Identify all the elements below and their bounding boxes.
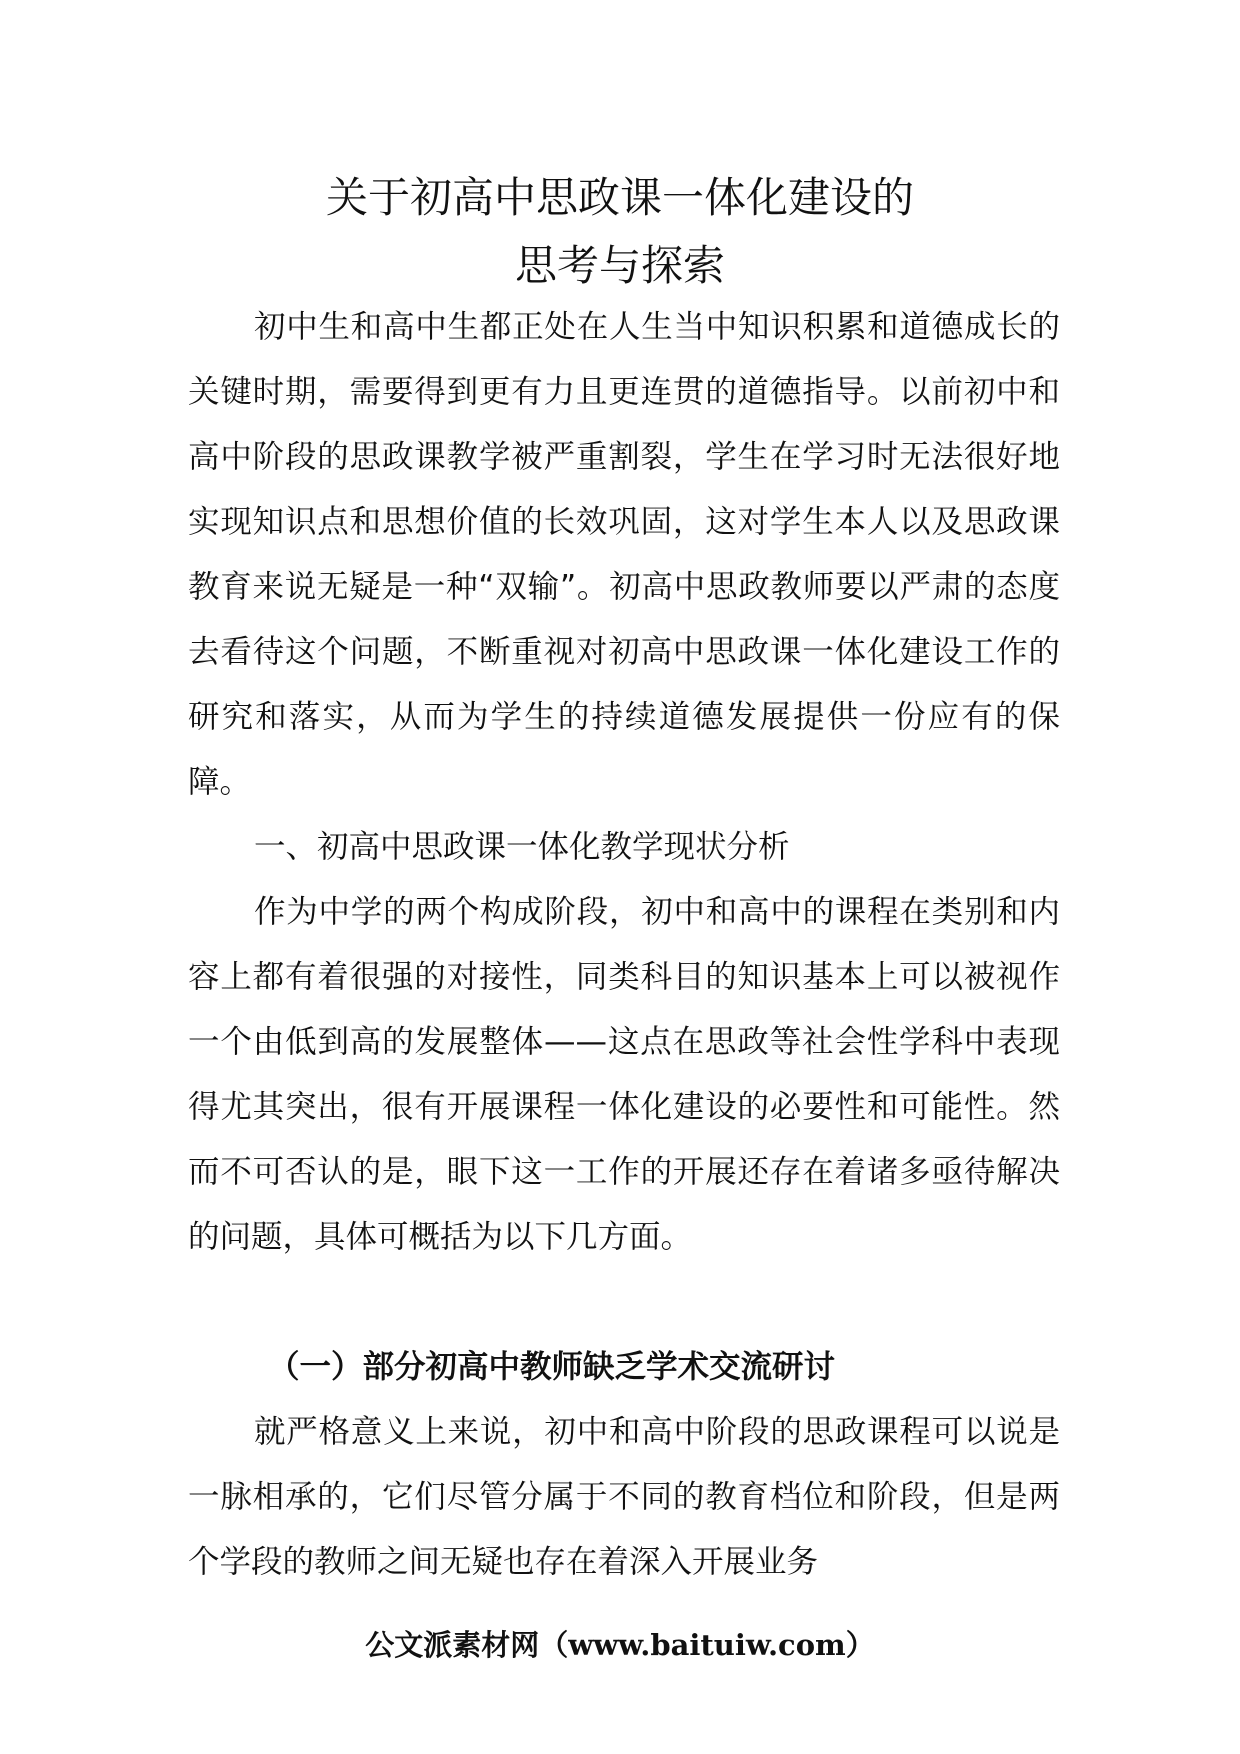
section-paragraph: 作为中学的两个构成阶段，初中和高中的课程在类别和内容上都有着很强的对接性，同类科目的知识基本上可以被视作一个由低到高的发展整体——这点在思政等社会性学科中表现得尤其突出，很有开展课程一体化建设的必要性和可能性。然而不可否认的是，眼下这一工作的开展还存在着诸多亟待解决的问题，具体可概括为以下几方面。 [188,894,1060,1255]
intro-paragraph: 初中生和高中生都正处在人生当中知识积累和道德成长的关键时期，需要得到更有力且更连贯的道德指导。以前初中和高中阶段的思政课教学被严重割裂，学生在学习时无法很好地实现知识点和思想价值的长效巩固，这对学生本人以及思政课教育来说无疑是一种“双输”。初高中思政教师要以严肃的态度去看待这个问题，不断重视对初高中思政课一体化建设工作的研究和落实，从而为学生的持续道德发展提供一份应有的保障。 [188,309,1060,800]
subsection-heading: （一）部分初高中教师缺乏学术交流研讨 [268,1349,836,1385]
document-title-line2: 思考与探索 [514,241,725,290]
footer-source: 公文派素材网（www.baituiw.com） [365,1628,875,1662]
section-heading: 一、初高中思政课一体化教学现状分析 [254,829,790,865]
document-title-line1: 关于初高中思政课一体化建设的 [325,173,914,222]
subsection-paragraph: 就严格意义上来说，初中和高中阶段的思政课程可以说是一脉相承的，它们尽管分属于不同的教育档位和阶段，但是两个学段的教师之间无疑也存在着深入开展业务 [188,1414,1060,1580]
